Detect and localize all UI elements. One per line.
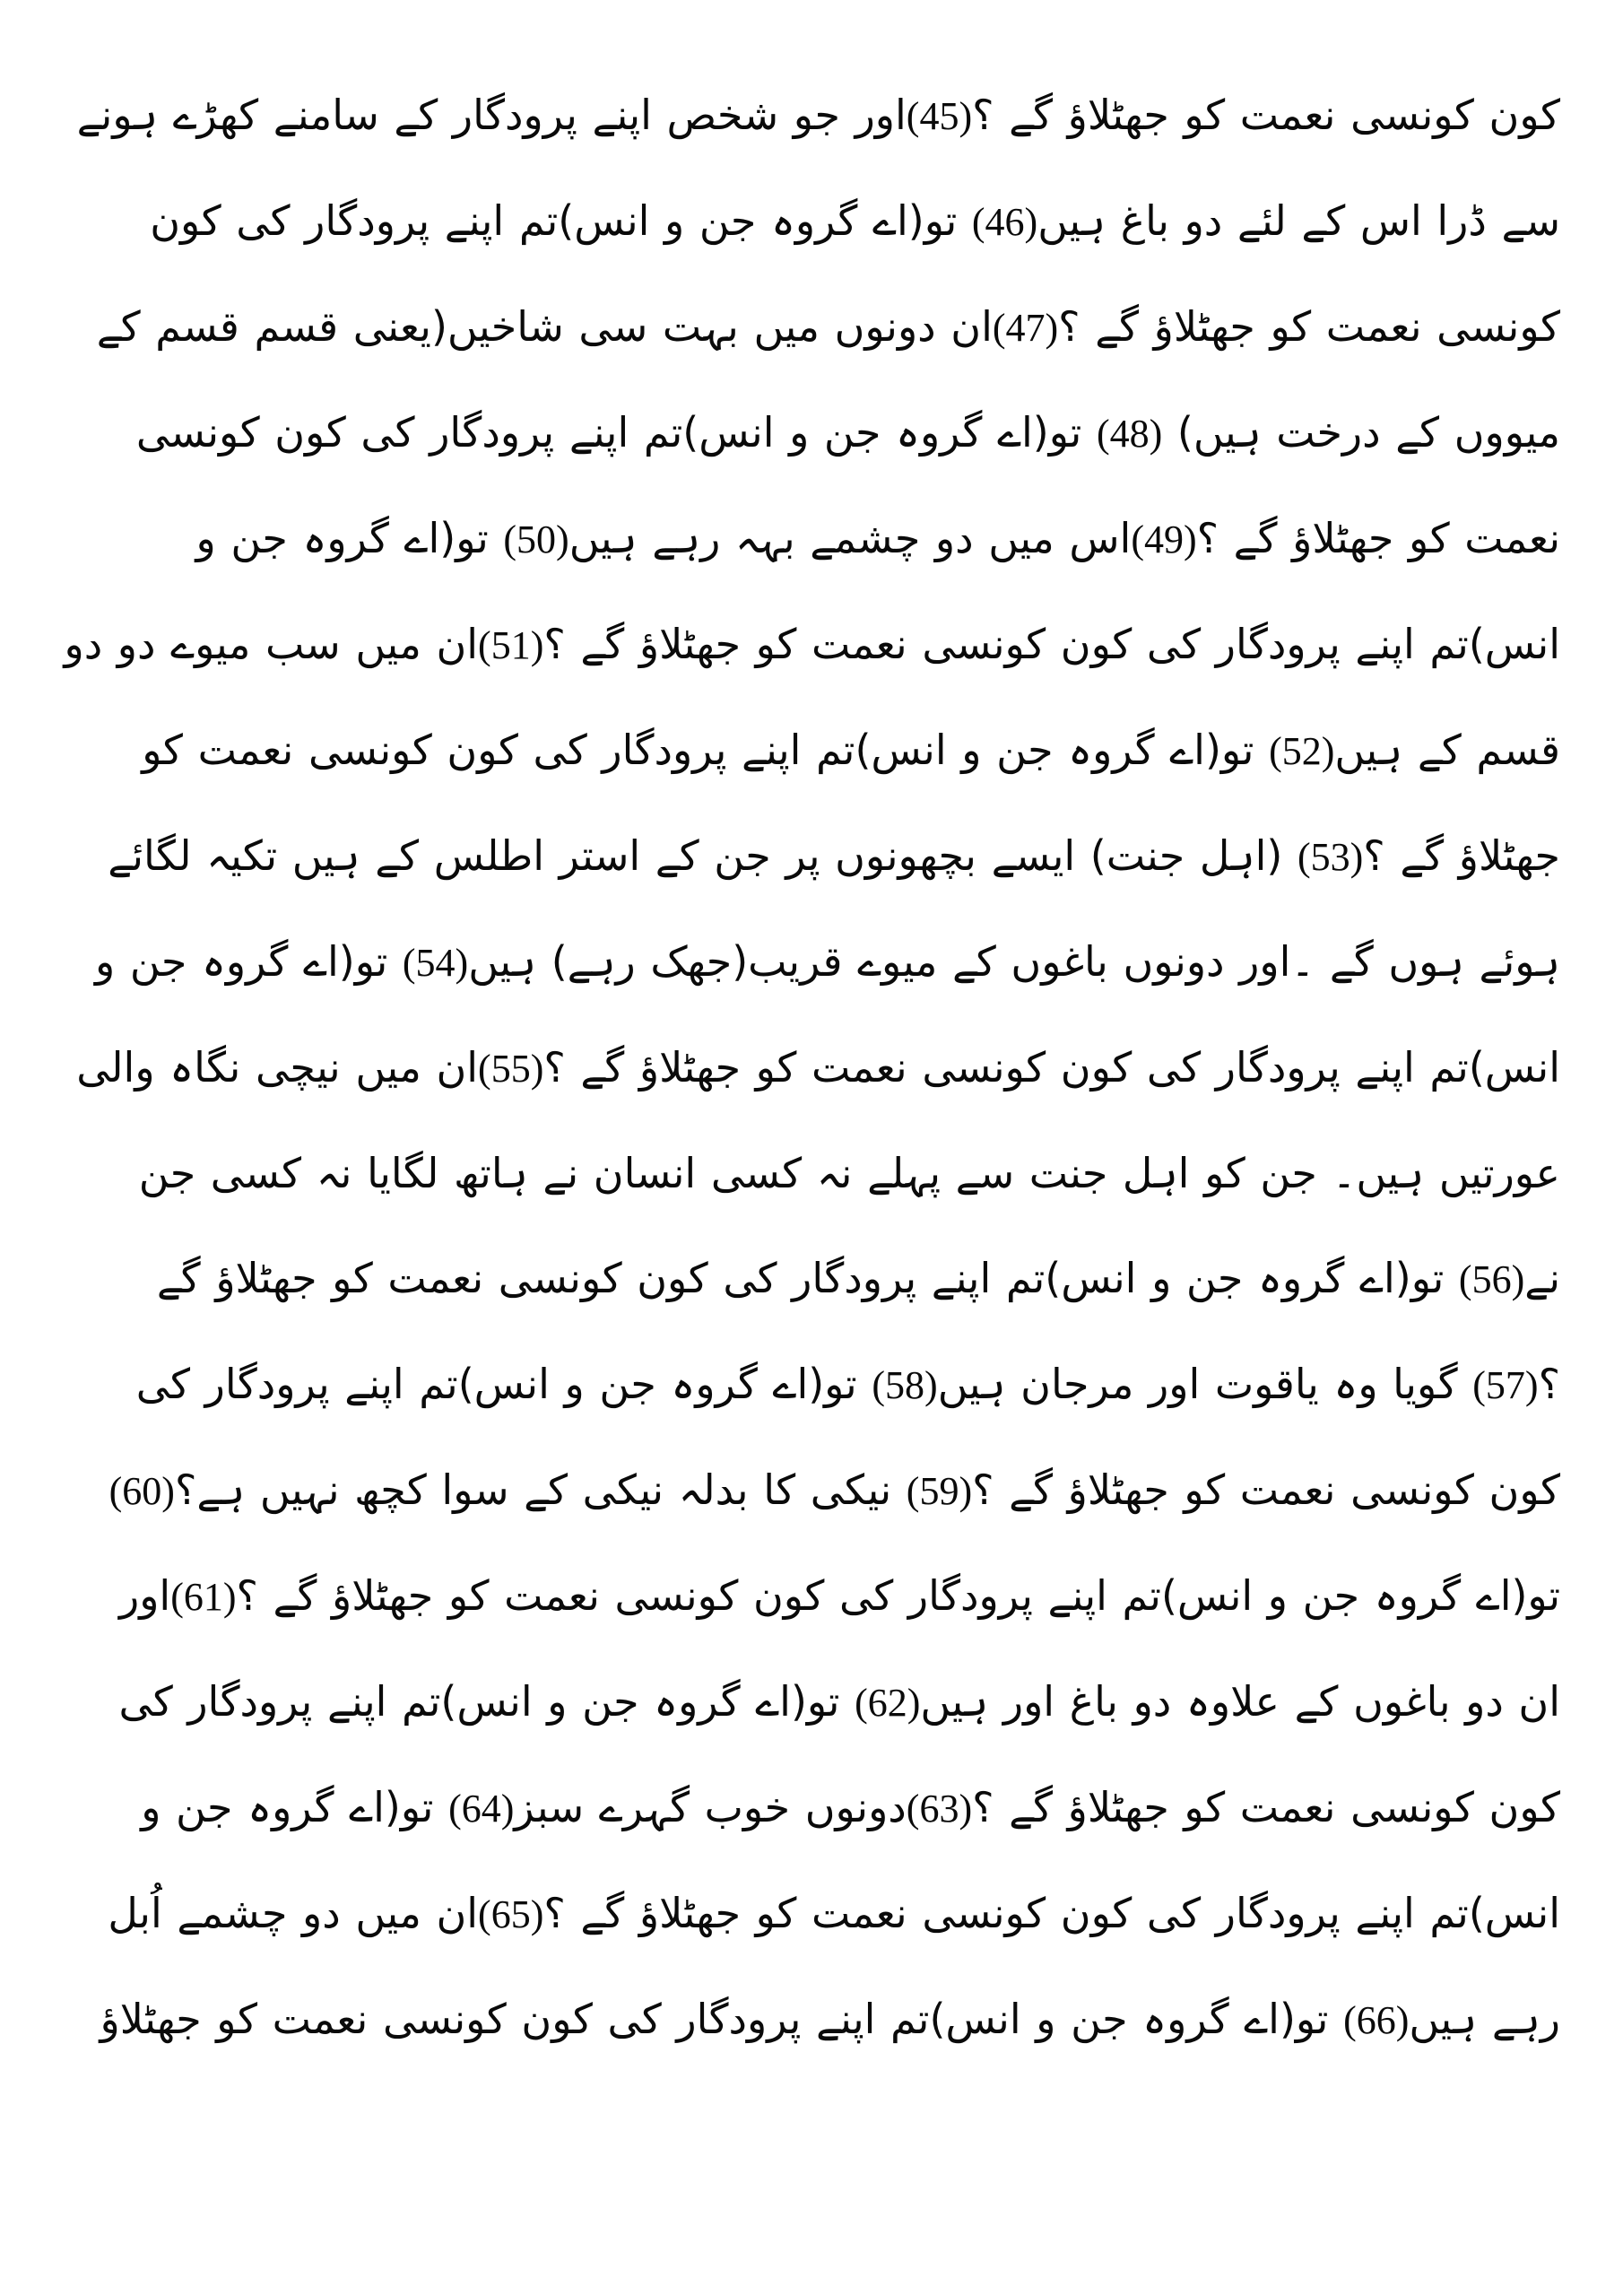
ayah-segment: تو(اے گروہ جن و انس)تم اپنے پرودگار کی کون کونسی نعمت کو جھٹلاؤ گے ؟ xyxy=(95,937,1560,1091)
ayah-segment: تو(اے گروہ جن و انس)تم اپنے پرودگار کی کون کونسی نعمت کو جھٹلاؤ گے ؟ xyxy=(142,726,1560,880)
ayah-number: (45) xyxy=(906,94,973,138)
ayah-segment: گویا وہ یاقوت اور مرجان ہیں xyxy=(937,1360,1473,1408)
ayah-number: (60) xyxy=(108,1469,175,1513)
ayah-segment: تو(اے گروہ جن و انس)تم اپنے پرودگار کی کون کونسی نعمت کو جھٹلاؤ گے ؟ xyxy=(135,408,1560,562)
ayah-number: (53) xyxy=(1297,835,1364,879)
ayah-number: (57) xyxy=(1472,1363,1539,1407)
ayah-number: (46) xyxy=(971,200,1038,244)
ayah-segment-trailing: تو(اے گروہ جن و انس)تم اپنے پرودگار کی کون کونسی نعمت کو جھٹلاؤ xyxy=(100,1995,1344,2043)
ayah-number: (55) xyxy=(478,1047,544,1091)
ayah-number: (64) xyxy=(448,1787,515,1831)
ayah-number: (52) xyxy=(1269,729,1335,773)
ayah-segment: ان میں سب میوے دو دو قسم کے ہیں xyxy=(64,620,1560,774)
ayah-segment: اور جو شخص اپنے پرودگار کے سامنے کھڑے ہونے سے ڈرا اس کے لئے دو باغ ہیں xyxy=(76,91,1560,245)
ayah-number: (48) xyxy=(1096,412,1163,456)
ayah-segment: کون کونسی نعمت کو جھٹلاؤ گے ؟ xyxy=(972,91,1560,139)
ayah-number: (63) xyxy=(906,1787,973,1831)
ayah-segment: دونوں خوب گہرے سبز xyxy=(514,1783,907,1831)
ayah-segment: (اہل جنت) ایسے بچھونوں پر جن کے استر اطلس کے ہیں تکیہ لگائے ہوئے ہوں گے ۔اور دونوں باغوں کے میوے قریب(جھک رہے) ہیں xyxy=(108,831,1560,986)
ayah-segment: تو(اے گروہ جن و انس)تم اپنے پرودگار کی کون کونسی نعمت کو جھٹلاؤ گے ؟ xyxy=(135,1360,1560,1514)
ayah-segment: تو(اے گروہ جن و انس)تم اپنے پرودگار کی کون کونسی نعمت کو جھٹلاؤ گے ؟ xyxy=(236,1571,1560,1620)
ayah-segment: تو(اے گروہ جن و انس)تم اپنے پرودگار کی کون کونسی نعمت کو جھٹلاؤ گے ؟ xyxy=(118,1677,1560,1831)
ayah-number: (65) xyxy=(478,1892,544,1936)
ayah-segment: اور ان دو باغوں کے علاوہ دو باغ اور ہیں xyxy=(118,1571,1560,1726)
ayah-segment: نیکی کا بدلہ نیکی کے سوا کچھ نہیں ہے؟ xyxy=(174,1465,907,1514)
ayah-segment: اس میں دو چشمے بہہ رہے ہیں xyxy=(568,514,1132,562)
ayah-segment: تو(اے گروہ جن و انس)تم اپنے پرودگار کی کون کونسی نعمت کو جھٹلاؤ گے ؟ xyxy=(156,1254,1560,1408)
ayah-segment: ان میں دو چشمے اُبل رہے ہیں xyxy=(108,1889,1560,2043)
quran-translation-body-text xyxy=(64,91,1560,2043)
ayah-segment: تو(اے گروہ جن و انس)تم اپنے پرودگار کی کون کونسی نعمت کو جھٹلاؤ گے ؟ xyxy=(150,196,1560,351)
ayah-segment: ان میں نیچی نگاہ والی عورتیں ہیں۔ جن کو اہل جنت سے پہلے نہ کسی انسان نے ہاتھ لگایا نہ کسی جن نے xyxy=(76,1043,1560,1302)
ayah-segment: تو(اے گروہ جن و انس)تم اپنے پرودگار کی کون کونسی نعمت کو جھٹلاؤ گے ؟ xyxy=(141,1783,1560,1937)
ayah-number: (54) xyxy=(402,941,469,985)
ayah-number: (47) xyxy=(992,306,1059,350)
ayah-number: (56) xyxy=(1458,1257,1525,1301)
ayah-segment: ان دونوں میں بہت سی شاخیں(یعنی قسم قسم کے میووں کے درخت ہیں) xyxy=(96,302,1560,457)
ayah-number: (59) xyxy=(906,1469,973,1513)
ayah-number: (58) xyxy=(872,1363,938,1407)
ayah-number: (62) xyxy=(855,1681,921,1725)
ayah-number: (50) xyxy=(503,517,569,561)
ayah-segment: تو(اے گروہ جن و انس)تم اپنے پرودگار کی کون کونسی نعمت کو جھٹلاؤ گے ؟ xyxy=(195,514,1560,668)
ayah-number: (61) xyxy=(170,1575,237,1619)
ayah-number: (49) xyxy=(1131,517,1197,561)
ayah-number: (66) xyxy=(1343,1998,1410,2042)
ayah-number: (51) xyxy=(478,623,544,667)
